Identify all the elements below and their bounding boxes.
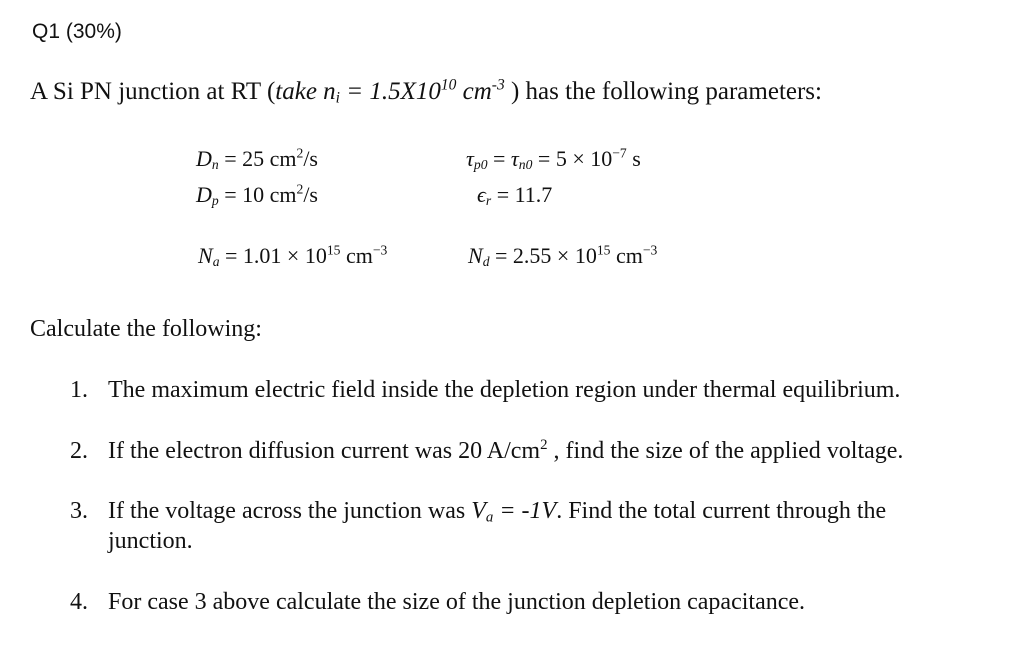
na-symbol: N [198, 243, 213, 268]
dn-value: = 25 cm [218, 146, 297, 171]
na-unit-exponent: −3 [372, 242, 388, 258]
tau-exponent: −7 [612, 145, 627, 161]
na-exponent: 15 [326, 242, 341, 258]
na-subscript: a [212, 254, 220, 269]
question-title: Q1 (30%) [32, 20, 122, 43]
er-value: = 11.7 [491, 182, 553, 207]
tau-p0-symbol: τ [466, 146, 474, 171]
item3-text-pre: If the voltage across the junction was [108, 498, 472, 524]
intro-suffix: ) has the following parameters: [504, 78, 822, 105]
list-item-number: 2. [70, 438, 88, 464]
tau-value: = 5 × 10 [532, 146, 613, 171]
tau-n0-subscript: n0 [518, 157, 533, 172]
nd-unit: cm [610, 243, 643, 268]
param-dp [196, 182, 318, 208]
ni-subscript: i [335, 89, 340, 107]
item2-text-post: , find the size of the applied voltage. [547, 438, 904, 464]
dp-unit-tail: /s [303, 182, 318, 207]
list-item-number: 1. [70, 377, 88, 403]
param-nd [468, 243, 657, 269]
item3-text-line2: junction. [108, 528, 193, 554]
param-er [477, 182, 552, 208]
item3-text-post: . Find the total current through the [556, 498, 887, 524]
na-value: = 1.01 × 10 [219, 243, 327, 268]
ni-value: = 1.5X10 [339, 78, 441, 105]
er-symbol: ϵ [477, 182, 486, 207]
dn-subscript: n [211, 157, 219, 172]
list-item-text [108, 496, 886, 556]
tau-equals: = [487, 146, 511, 171]
er-subscript: r [485, 193, 492, 208]
param-tau [466, 146, 641, 172]
tau-p0-subscript: p0 [473, 157, 488, 172]
item3-va-symbol: V [471, 498, 486, 524]
dp-value: = 10 cm [218, 182, 297, 207]
dp-exponent: 2 [296, 181, 304, 197]
intro-prefix: A Si PN junction at RT ( [30, 78, 276, 105]
dn-symbol: D [196, 146, 212, 171]
tau-n0-symbol: τ [510, 146, 519, 171]
problem-statement [30, 78, 822, 106]
item3-va-value: = -1V [493, 498, 557, 524]
ni-exponent: 10 [440, 76, 457, 94]
item3-va-subscript: a [485, 509, 494, 526]
nd-exponent: 15 [596, 242, 611, 258]
list-item-text: The maximum electric field inside the depletion region under thermal equilibrium. [108, 377, 901, 403]
calculate-heading: Calculate the following: [30, 316, 262, 342]
dp-subscript: p [211, 193, 219, 208]
param-dn [196, 146, 318, 172]
intro-take: take [275, 78, 324, 105]
param-na [198, 243, 387, 269]
nd-unit-exponent: −3 [642, 242, 658, 258]
dn-unit-tail: /s [303, 146, 318, 171]
list-item-number: 3. [70, 498, 88, 524]
ni-unit-exponent: -3 [491, 76, 505, 94]
list-item-text: For case 3 above calculate the size of the junction depletion capacitance. [108, 589, 806, 615]
nd-subscript: d [482, 254, 490, 269]
nd-value: = 2.55 × 10 [489, 243, 597, 268]
ni-symbol: n [323, 78, 336, 105]
nd-symbol: N [468, 243, 483, 268]
dn-exponent: 2 [296, 145, 304, 161]
tau-unit: s [626, 146, 641, 171]
list-item-number: 4. [70, 589, 88, 615]
ni-unit: cm [456, 78, 492, 105]
item2-exponent: 2 [540, 436, 548, 453]
list-item-text [108, 436, 903, 466]
dp-symbol: D [196, 182, 212, 207]
item2-text-pre: If the electron diffusion current was 20 A/cm [108, 438, 541, 464]
na-unit: cm [340, 243, 373, 268]
